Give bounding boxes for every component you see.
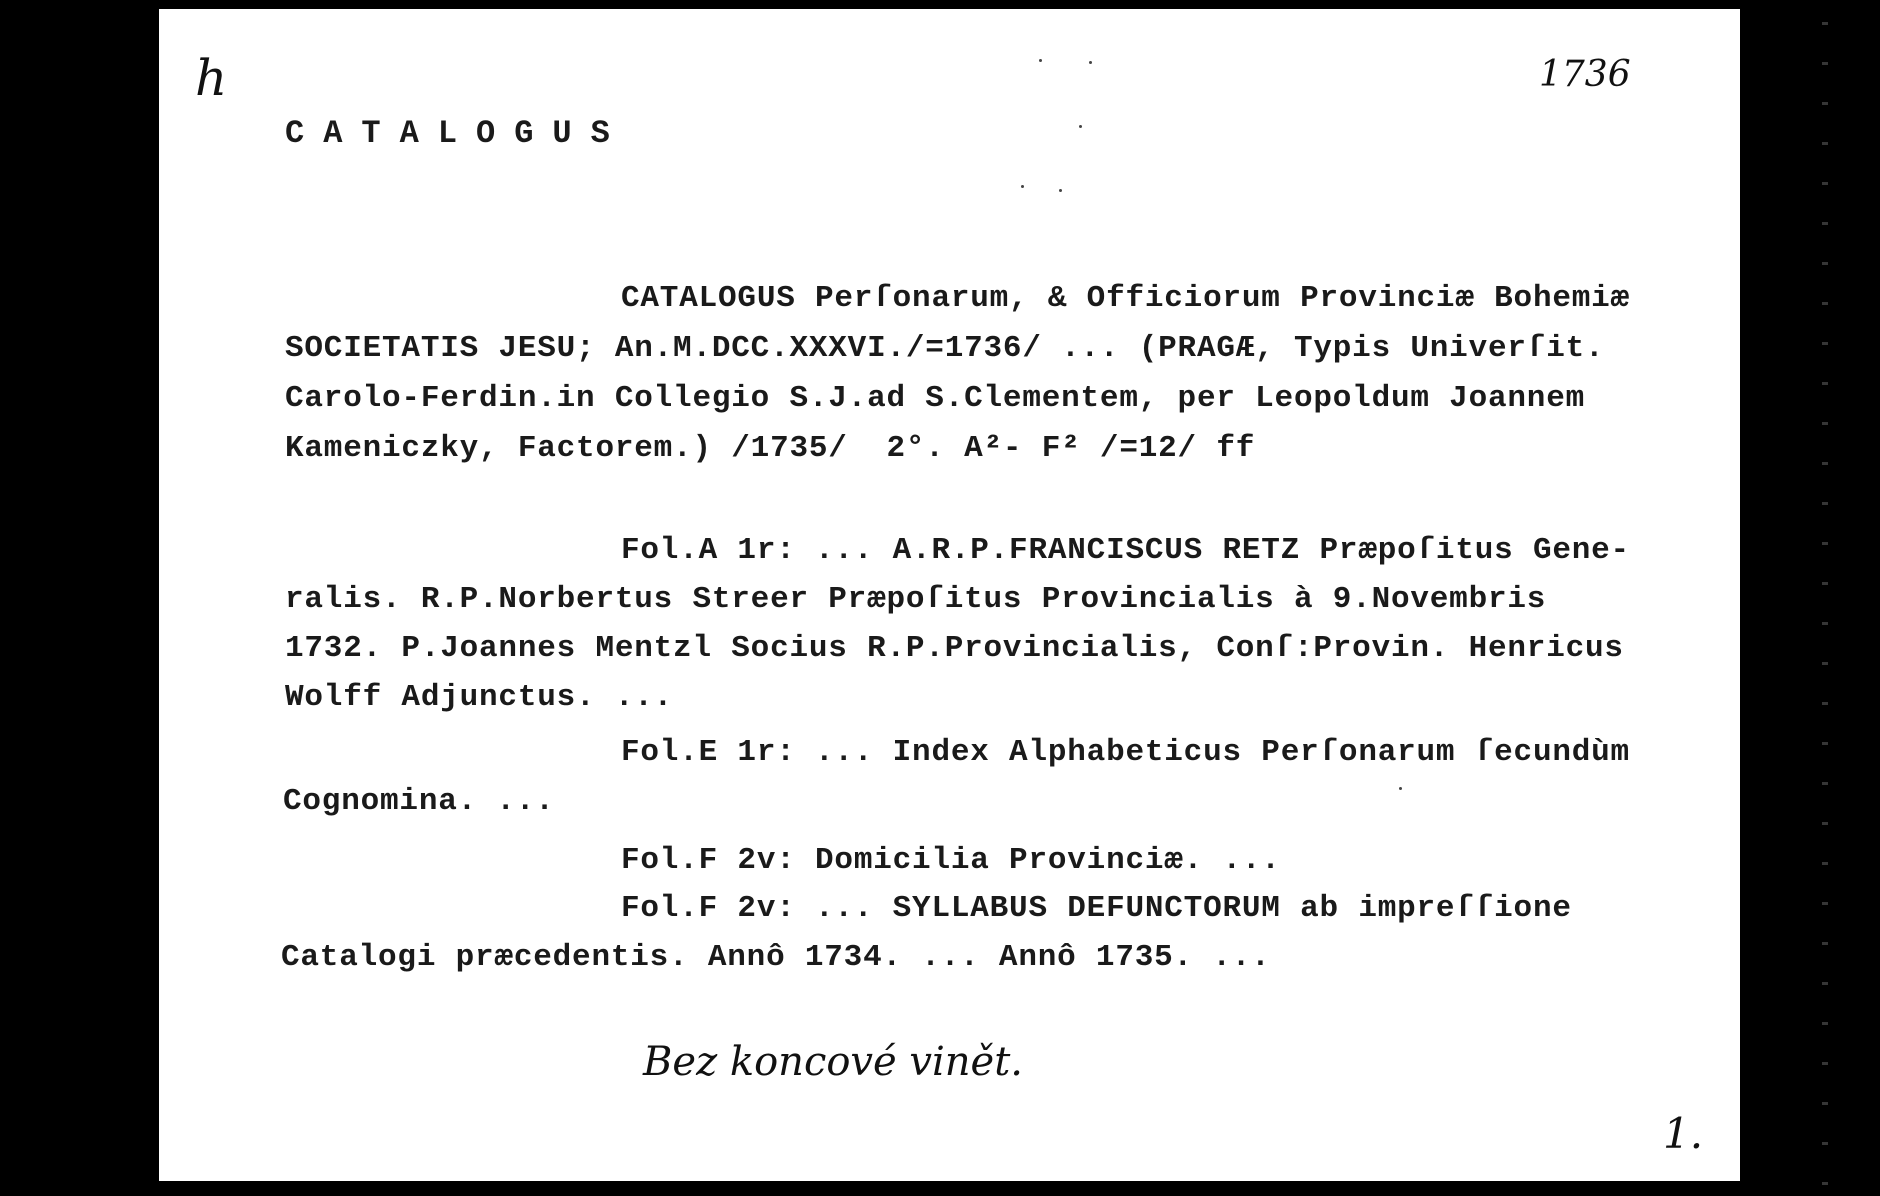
note-line-7: Fol.F 2v: Domicilia Provinciæ. ... [621,843,1281,878]
note-line-9: Catalogi præcedentis. Annô 1734. ... Annô 1735. ... [281,940,1271,975]
note-line-3: 1732. P.Joannes Mentzl Socius R.P.Provincialis, Conſ:Provin. Henricus [285,631,1624,666]
handwritten-year: 1736 [1539,54,1631,95]
entry-line-4: Kameniczky, Factorem.) /1735/ 2°. A²- F² /=12/ ff [285,431,1256,466]
note-line-8: Fol.F 2v: ... SYLLABUS DEFUNCTORUM ab impreſſione [621,891,1572,926]
note-line-6: Cognomina. ... [283,784,555,819]
note-line-4: Wolff Adjunctus. ... [285,680,674,715]
handwritten-note: Bez koncové vinět. [643,1039,1024,1085]
note-line-1: Fol.A 1r: ... A.R.P.FRANCISCUS RETZ Præpoſitus Gene- [621,533,1630,568]
entry-line-1: CATALOGUS Perſonarum, & Officiorum Provinciæ Bohemiæ [621,281,1630,316]
card-heading: CATALOGUS [285,115,629,152]
handwritten-page-number: 1. [1663,1109,1704,1158]
note-line-2: ralis. R.P.Norbertus Streer Præpoſitus Provincialis à 9.Novembris [285,582,1547,617]
entry-line-2: SOCIETATIS JESU; An.M.DCC.XXXVI./=1736/ ... (PRAGÆ, Typis Univerſit. [285,331,1605,366]
note-line-5: Fol.E 1r: ... Index Alphabeticus Perſonarum ſecundùm [621,735,1630,770]
entry-line-3: Carolo-Ferdin.in Collegio S.J.ad S.Clementem, per Leopoldum Joannem [285,381,1586,416]
film-perforation [1822,0,1828,1196]
catalog-card [159,9,1740,1181]
corner-handwritten-mark: h [195,49,228,107]
